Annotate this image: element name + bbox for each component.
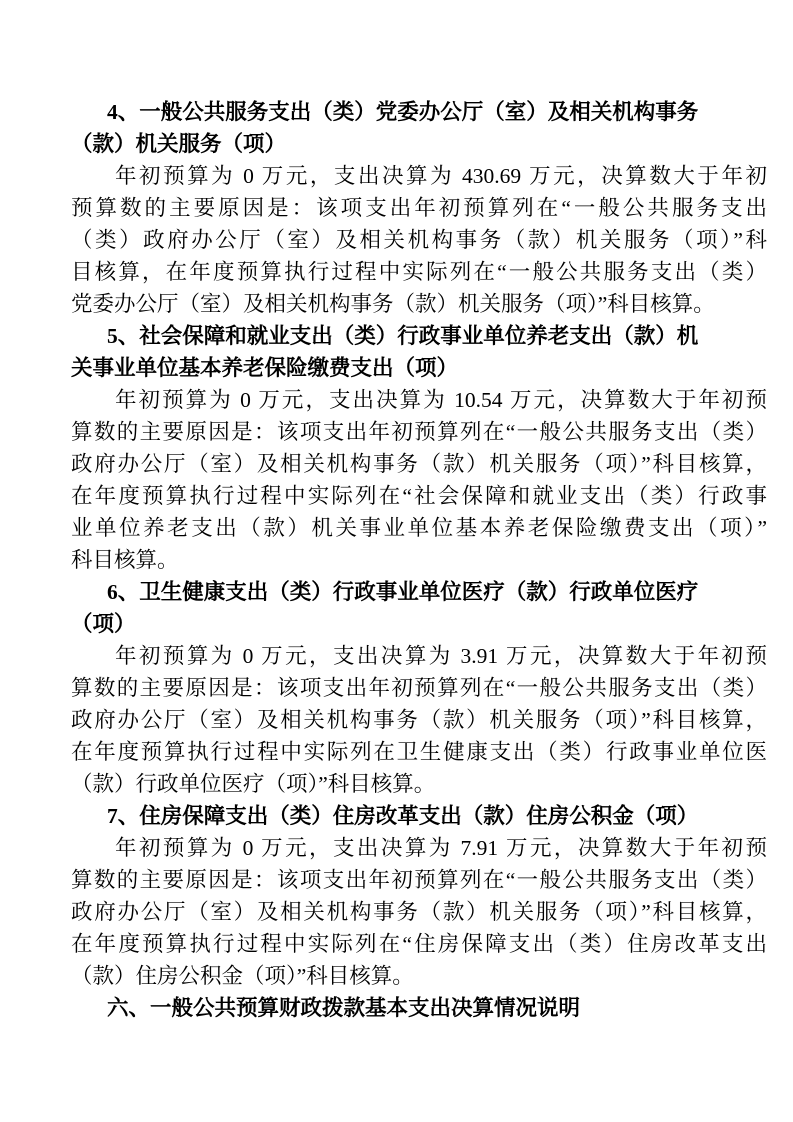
item-7-body-line-4: 在年度预算执行过程中实际列在“住房保障支出（类）住房改革支出 xyxy=(71,932,767,956)
item-5-body-line-2: 算数的主要原因是：该项支出年初预算列在“一般公共服务支出（类） xyxy=(71,420,767,444)
item-4-body-line-1: 年初预算为 0 万元，支出决算为 430.69 万元，决算数大于年初 xyxy=(115,164,767,188)
item-7-body-line-1: 年初预算为 0 万元，支出决算为 7.91 万元，决算数大于年初预 xyxy=(115,836,767,860)
item-4-heading-line-1: 4、一般公共服务支出（类）党委办公厅（室）及相关机构事务 xyxy=(107,100,699,124)
item-5-body-line-3: 政府办公厅（室）及相关机构事务（款）机关服务（项）”科目核算， xyxy=(71,452,767,476)
item-6-body-line-4: 在年度预算执行过程中实际列在卫生健康支出（类）行政事业单位医 xyxy=(71,740,767,764)
item-4-body-line-4: 目核算，在年度预算执行过程中实际列在“一般公共服务支出（类） xyxy=(71,260,767,284)
item-6-body-line-2: 算数的主要原因是：该项支出年初预算列在“一般公共服务支出（类） xyxy=(71,676,767,700)
item-5-heading-line-2: 关事业单位基本养老保险缴费支出（项） xyxy=(71,356,459,380)
item-7-heading-line-1: 7、住房保障支出（类）住房改革支出（款）住房公积金（项） xyxy=(107,804,699,828)
item-6-body-line-5: （款）行政单位医疗（项）”科目核算。 xyxy=(71,772,436,796)
item-4-heading-line-2: （款）机关服务（项） xyxy=(71,132,287,156)
section-item-4 xyxy=(71,96,767,320)
section-part-six xyxy=(71,992,767,1024)
part-six-heading-line-1: 六、一般公共预算财政拨款基本支出决算情况说明 xyxy=(107,996,581,1020)
section-item-5 xyxy=(71,320,767,576)
item-6-heading-line-1: 6、卫生健康支出（类）行政事业单位医疗（款）行政单位医疗 xyxy=(107,580,699,604)
section-item-6 xyxy=(71,576,767,800)
item-7-body-line-5: （款）住房公积金（项）”科目核算。 xyxy=(71,964,414,988)
item-5-body-line-4: 在年度预算执行过程中实际列在“社会保障和就业支出（类）行政事 xyxy=(71,484,767,508)
item-5-body-line-6: 科目核算。 xyxy=(71,548,179,572)
item-5-heading-line-1: 5、社会保障和就业支出（类）行政事业单位养老支出（款）机 xyxy=(107,324,699,348)
item-6-body-line-3: 政府办公厅（室）及相关机构事务（款）机关服务（项）”科目核算， xyxy=(71,708,767,732)
item-5-body-line-1: 年初预算为 0 万元，支出决算为 10.54 万元，决算数大于年初预 xyxy=(115,388,767,412)
item-5-body-line-5: 业单位养老支出（款）机关事业单位基本养老保险缴费支出（项）” xyxy=(71,516,767,540)
item-4-body-line-3: （类）政府办公厅（室）及相关机构事务（款）机关服务（项）”科 xyxy=(71,228,767,252)
item-7-body-line-3: 政府办公厅（室）及相关机构事务（款）机关服务（项）”科目核算， xyxy=(71,900,767,924)
item-4-body-line-2: 预算数的主要原因是：该项支出年初预算列在“一般公共服务支出 xyxy=(71,196,767,220)
item-4-body-line-5: 党委办公厅（室）及相关机构事务（款）机关服务（项）”科目核算。 xyxy=(71,292,715,316)
item-7-body-line-2: 算数的主要原因是：该项支出年初预算列在“一般公共服务支出（类） xyxy=(71,868,767,892)
item-6-heading-line-2: （项） xyxy=(71,612,136,636)
section-item-7 xyxy=(71,800,767,992)
item-6-body-line-1: 年初预算为 0 万元，支出决算为 3.91 万元，决算数大于年初预 xyxy=(115,644,767,668)
